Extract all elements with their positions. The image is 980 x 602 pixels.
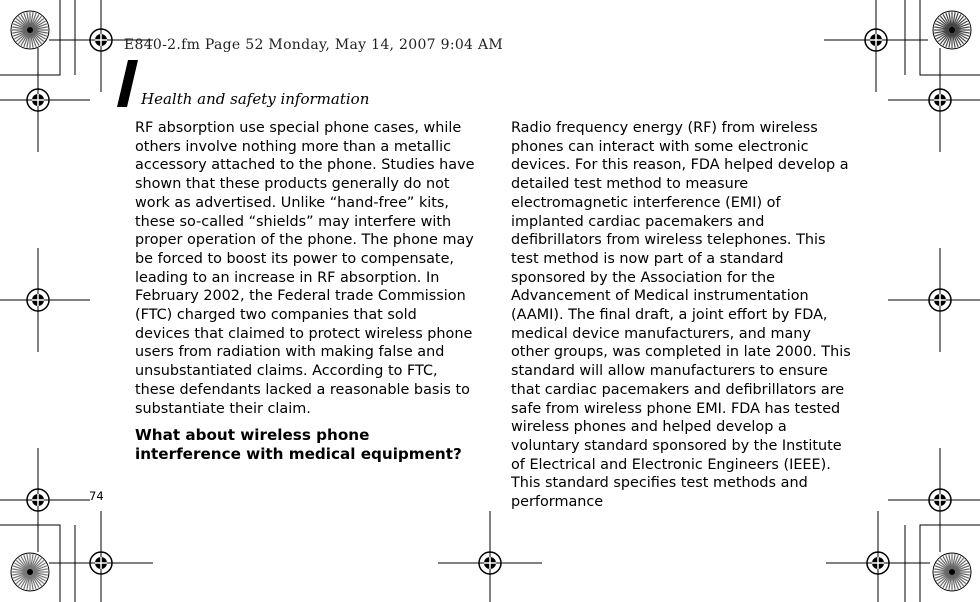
registration-mark — [49, 511, 153, 602]
right-column — [511, 119, 851, 512]
star-target-mark — [933, 11, 971, 49]
right-paragraph: Radio frequency energy (RF) from wireless phones can interact with some electronic devices. For this reason, FDA helped develop a detailed test method to measure electromagnetic interference (EMI) of implanted cardiac pacemakers and defibrillators from wireless telephones. This test method is now part of a standard sponsored by the Association for the Advancement of Medical instrumentation (AAMI). The final draft, a joint effort by FDA, medical device manufacturers, and many other groups, was completed in late 2000. This standard will allow manufacturers to ensure that cardiac pacemakers and defibrillators are safe from wireless phone EMI. FDA has tested wireless phones and helped develop a voluntary standard sponsored by the Institute of Electrical and Electronic Engineers (IEEE). This standard specifies test methods and performance — [511, 120, 851, 511]
subheading: What about wireless phone interference with medical equipment? — [135, 426, 462, 464]
registration-mark — [0, 248, 90, 352]
file-header-line: E840-2.fm Page 52 Monday, May 14, 2007 9:04 AM — [124, 37, 504, 53]
left-column — [135, 119, 475, 464]
registration-mark — [888, 448, 980, 552]
registration-mark — [824, 0, 928, 92]
registration-mark — [888, 248, 980, 352]
registration-mark — [438, 511, 542, 602]
star-target-mark — [11, 553, 49, 591]
registration-mark — [888, 48, 980, 152]
registration-mark — [826, 511, 930, 602]
page-number: 74 — [89, 489, 104, 503]
star-target-mark — [11, 11, 49, 49]
header-bar-mark — [117, 60, 138, 107]
left-paragraph: RF absorption use special phone cases, while others involve nothing more than a metallic accessory attached to the phone. Studies have shown that these products generally do not work as advertised. Unlike “hand-free” kits, these so-called “shields” may interfere with proper operation of the phone. The phone may be forced to boost its power to compensate, leading to an increase in RF absorption. In February 2002, the Federal trade Commission (FTC) charged two companies that sold devices that claimed to protect wireless phone users from radiation with making false and unsubstantiated claims. According to FTC, these defendants lacked a reasonable basis to substantiate their claim. — [135, 120, 475, 417]
registration-mark — [0, 448, 90, 552]
registration-mark — [0, 48, 90, 152]
star-target-mark — [933, 553, 971, 591]
section-title: Health and safety information — [141, 90, 370, 108]
